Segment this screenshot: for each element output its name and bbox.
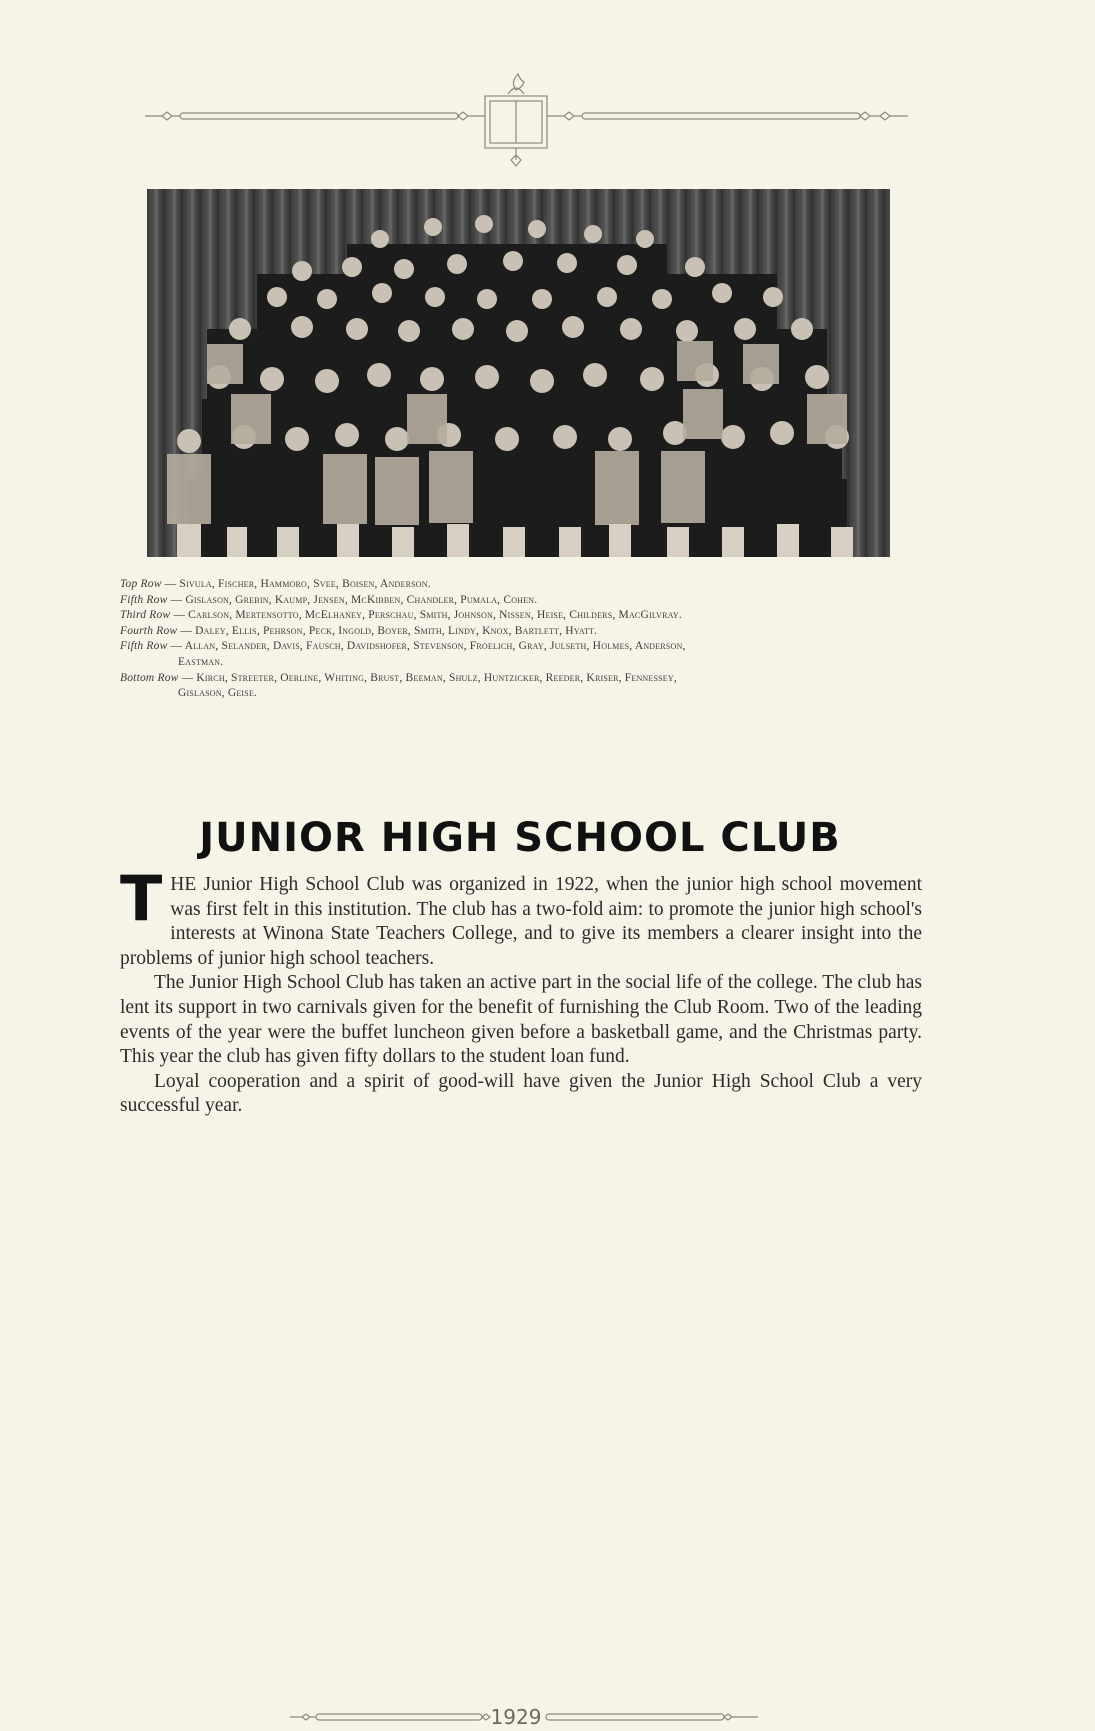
- drop-cap: T: [120, 862, 163, 935]
- row-names: — Daley, Ellis, Pehrson, Peck, Ingold, Boyer, Smith, Lindy, Knox, Bartlett, Hyatt.: [180, 624, 598, 637]
- group-photograph: [147, 189, 890, 557]
- row-label: Fourth Row: [120, 624, 178, 637]
- row-label: Third Row: [120, 609, 171, 622]
- footer-year-ornament: [288, 1703, 768, 1731]
- page-title: JUNIOR HIGH SCHOOL CLUB: [199, 815, 841, 861]
- row-label: Bottom Row: [120, 671, 179, 684]
- footer-year: 1929: [490, 1705, 542, 1729]
- paragraph-text: HE Junior High School Club was organized in 1922, when the junior high school movement was first felt in this institution. The club has a two-fold aim: to promote the junior high school's interests at Winona State Teachers College, and to give its members a clearer insight into the problems of junior high school teachers.: [120, 874, 922, 969]
- paragraph: [120, 862, 922, 971]
- caption-row: [120, 639, 940, 655]
- caption-row: [120, 624, 940, 640]
- caption-row: [120, 608, 940, 624]
- row-label: Top Row: [120, 578, 162, 590]
- row-names: — Gislason, Grebin, Kaump, Jensen, McKibben, Chandler, Pumala, Cohen.: [170, 593, 538, 606]
- row-names: — Kirch, Streeter, Oerline, Whiting, Brust, Beeman, Shulz, Huntzicker, Reeder, Kriser, Fennessey,: [181, 671, 677, 684]
- photo-caption: [120, 577, 940, 702]
- caption-continuation: Gislason, Geise.: [178, 687, 258, 700]
- row-names: — Allan, Selander, Davis, Fausch, Davidshofer, Stevenson, Froelich, Gray, Julseth, Holmes, Anderson,: [170, 640, 686, 653]
- paragraph: The Junior High School Club has taken an active part in the social life of the college. The club has lent its support in two carnivals given for the benefit of furnishing the Club Room. Two of the leading events of the year were the buffet luncheon given before a basketball game, and the Christmas party. This year the club has given fifty dollars to the student loan fund.: [120, 972, 922, 1068]
- row-names: — Sivula, Fischer, Hammoro, Svee, Boisen, Anderson.: [164, 578, 431, 590]
- row-names: — Carlson, Mertensotto, McElhaney, Perschau, Smith, Johnson, Nissen, Heise, Childers, MacGilvray.: [173, 609, 682, 622]
- paragraph: Loyal cooperation and a spirit of good-will have given the Junior High School Club a very successful year.: [120, 1070, 922, 1117]
- article-body: [120, 862, 922, 1119]
- row-label: Fifth Row: [120, 640, 168, 653]
- caption-row: [120, 593, 940, 609]
- row-label: Fifth Row: [120, 593, 168, 606]
- header-book-lamp-ornament: [140, 68, 915, 180]
- caption-row: [120, 671, 940, 687]
- caption-row: [120, 577, 940, 593]
- caption-continuation: Eastman.: [178, 655, 224, 668]
